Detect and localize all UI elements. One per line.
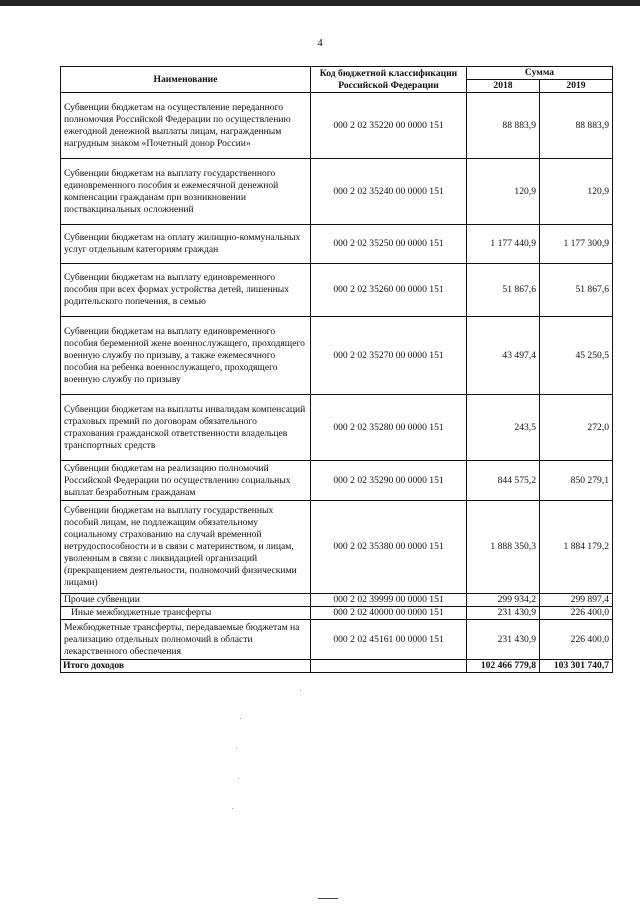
row-name: Межбюджетные трансферты, передаваемые бюджетам на реализацию отдельных полномочий в области лекарственного обеспечения <box>61 620 311 660</box>
row-name: Субвенции бюджетам на выплаты инвалидам компенсаций страховых премий по договорам обязательного страхования гражданской ответственности владельцев транспортных средств <box>61 395 311 461</box>
budget-income-table <box>60 66 613 673</box>
row-code: 000 2 02 45161 00 0000 151 <box>311 620 467 660</box>
total-row <box>61 660 613 673</box>
row-value-2018: 844 575,2 <box>467 461 540 501</box>
row-value-2018: 231 430,9 <box>467 607 540 620</box>
table-row <box>61 264 613 317</box>
header-name: Наименование <box>61 67 311 93</box>
scan-top-border <box>0 0 640 6</box>
row-name: Прочие субвенции <box>61 594 311 607</box>
row-value-2019: 51 867,6 <box>540 264 613 317</box>
row-value-2019: 272,0 <box>540 395 613 461</box>
row-name: Субвенции бюджетам на реализацию полномочий Российской Федерации по осуществлению социальных выплат безработным гражданам <box>61 461 311 501</box>
scan-bottom-mark <box>318 898 338 899</box>
table-row <box>61 93 613 159</box>
row-value-2018: 243,5 <box>467 395 540 461</box>
row-code: 000 2 02 35280 00 0000 151 <box>311 395 467 461</box>
table-row <box>61 395 613 461</box>
header-code: Код бюджетной классификации Российской Федерации <box>311 67 467 93</box>
row-code: 000 2 02 35250 00 0000 151 <box>311 225 467 264</box>
table-row <box>61 461 613 501</box>
row-code: 000 2 02 35270 00 0000 151 <box>311 317 467 395</box>
total-label: Итого доходов <box>61 660 311 673</box>
row-code: 000 2 02 35220 00 0000 151 <box>311 93 467 159</box>
row-value-2019: 120,9 <box>540 159 613 225</box>
row-code: 000 2 02 35240 00 0000 151 <box>311 159 467 225</box>
table-row <box>61 620 613 660</box>
row-value-2019: 88 883,9 <box>540 93 613 159</box>
total-code-empty <box>311 660 467 673</box>
row-value-2018: 51 867,6 <box>467 264 540 317</box>
row-value-2018: 231 430,9 <box>467 620 540 660</box>
row-value-2018: 299 934,2 <box>467 594 540 607</box>
row-value-2019: 226 400,0 <box>540 620 613 660</box>
row-value-2018: 88 883,9 <box>467 93 540 159</box>
table-row <box>61 594 613 607</box>
row-value-2019: 45 250,5 <box>540 317 613 395</box>
table-row <box>61 501 613 594</box>
row-name: Субвенции бюджетам на оплату жилищно-коммунальных услуг отдельным категориям граждан <box>61 225 311 264</box>
row-value-2018: 43 497,4 <box>467 317 540 395</box>
row-code: 000 2 02 35380 00 0000 151 <box>311 501 467 594</box>
row-name: Субвенции бюджетам на выплату единовременного пособия беременной жене военнослужащего, проходящего военную службу по призыву, а также ежемесячного пособия на ребенка военнослужащего, проходящего военную службу по призыву <box>61 317 311 395</box>
total-value-2018: 102 466 779,8 <box>467 660 540 673</box>
row-value-2018: 1 177 440,9 <box>467 225 540 264</box>
header-year-2019: 2019 <box>540 80 613 93</box>
header-sum: Сумма <box>467 67 613 80</box>
row-name: Иные межбюджетные трансферты <box>61 607 311 620</box>
row-name: Субвенции бюджетам на выплату государственного единовременного пособия и ежемесячной денежной компенсации гражданам при возникновении поствакцинальных осложнений <box>61 159 311 225</box>
row-value-2019: 299 897,4 <box>540 594 613 607</box>
row-name: Субвенции бюджетам на осуществление переданного полномочия Российской Федерации по осуществлению ежегодной денежной выплаты лицам, награжденным нагрудным знаком «Почетный донор России» <box>61 93 311 159</box>
table-row <box>61 317 613 395</box>
table-row <box>61 159 613 225</box>
row-value-2018: 120,9 <box>467 159 540 225</box>
row-code: 000 2 02 35260 00 0000 151 <box>311 264 467 317</box>
page-number: 4 <box>317 37 323 49</box>
table-row <box>61 607 613 620</box>
row-code: 000 2 02 35290 00 0000 151 <box>311 461 467 501</box>
header-year-2018: 2018 <box>467 80 540 93</box>
row-value-2018: 1 888 350,3 <box>467 501 540 594</box>
row-value-2019: 1 177 300,9 <box>540 225 613 264</box>
row-name: Субвенции бюджетам на выплату государственных пособий лицам, не подлежащим обязательному социальному страхованию на случай временной нетрудоспособности и в связи с материнством, и лицам, уволенным в связи с ликвидацией организаций (прекращением деятельности, полномочий физическими лицами) <box>61 501 311 594</box>
row-value-2019: 226 400,0 <box>540 607 613 620</box>
row-value-2019: 850 279,1 <box>540 461 613 501</box>
row-code: 000 2 02 40000 00 0000 151 <box>311 607 467 620</box>
row-value-2019: 1 884 179,2 <box>540 501 613 594</box>
table-row <box>61 225 613 264</box>
total-value-2019: 103 301 740,7 <box>540 660 613 673</box>
row-code: 000 2 02 39999 00 0000 151 <box>311 594 467 607</box>
row-name: Субвенции бюджетам на выплату единовременного пособия при всех формах устройства детей, лишенных родительского попечения, в семью <box>61 264 311 317</box>
